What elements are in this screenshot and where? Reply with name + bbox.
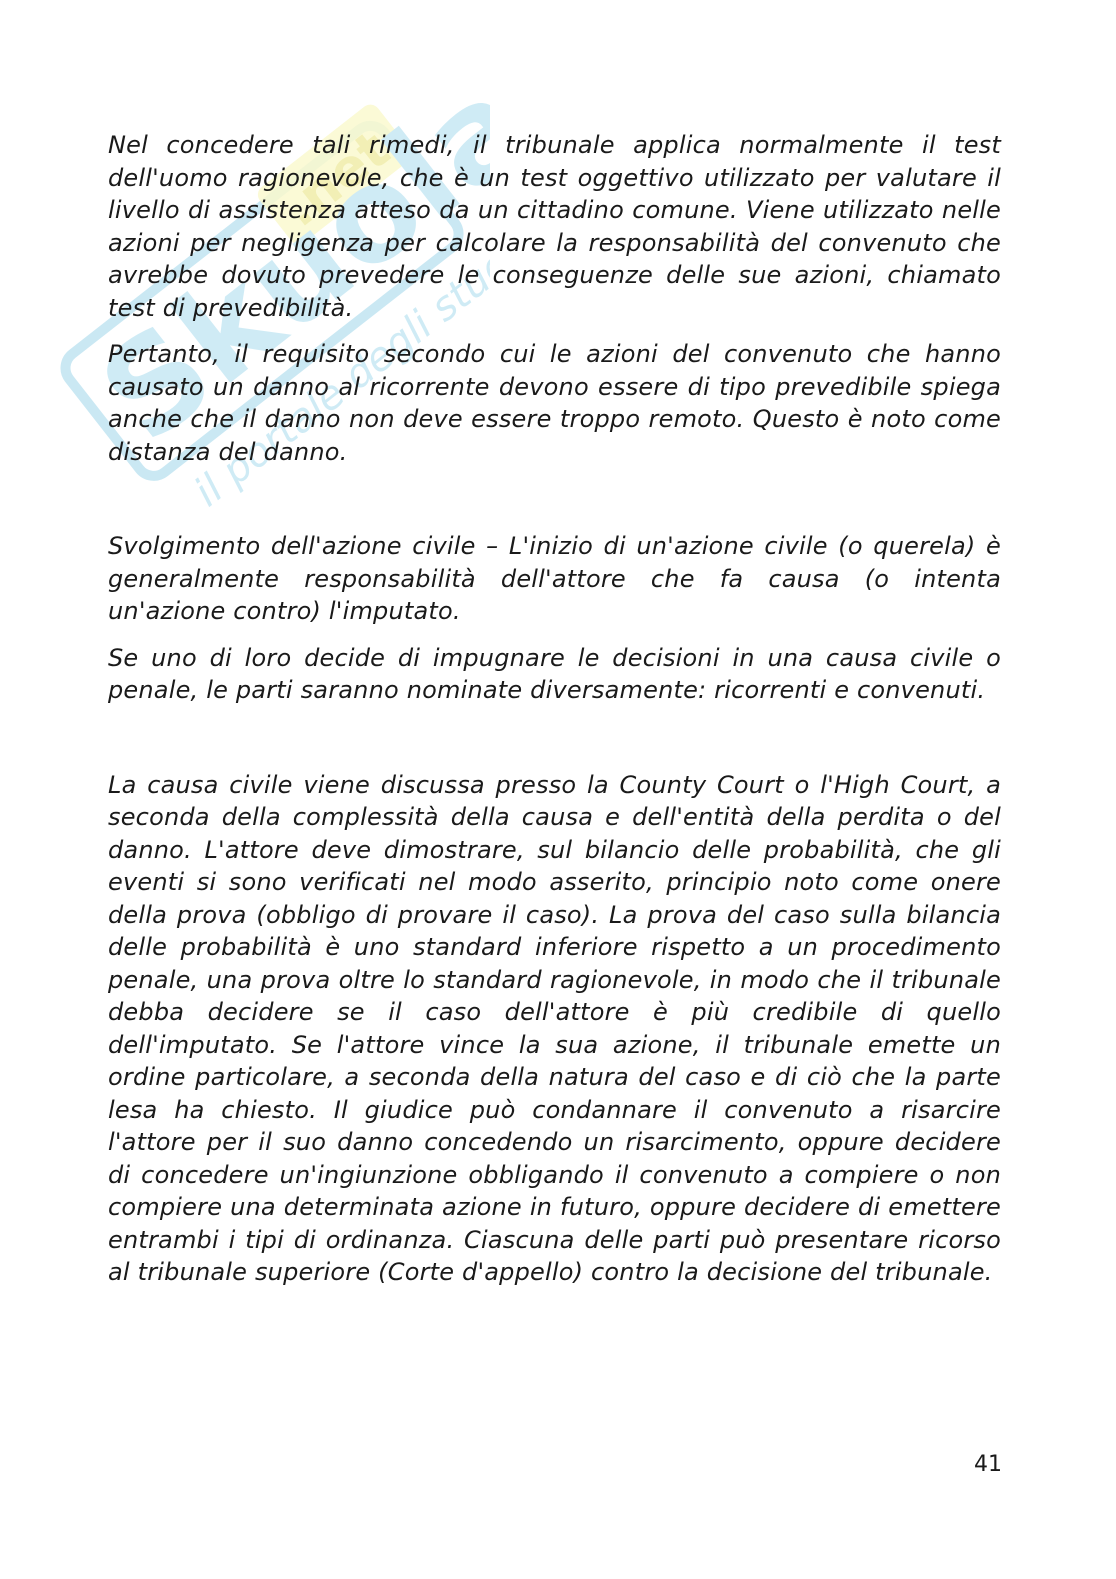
paragraph-appeal-parties: Se uno di loro decide di impugnare le decisioni in una causa civile o penale, le parti saranno nominate diversamente: ricorrenti e convenuti.: [108, 643, 1001, 704]
paragraph-reasonable-man-test: Nel concedere tali rimedi, il tribunale applica normalmente il test dell'uomo ragionevole, che è un test oggettivo utilizzato per valutare il livello di assistenza atteso da un cittadino comune. Viene utilizzato nelle azioni per negligenza per calcolare la responsabilità del convenuto che avrebbe dovuto prevedere le conseguenze delle sue azioni, chiamato test di prevedibilità.: [108, 131, 1001, 322]
paragraph-remoteness-of-damage: Pertanto, il requisito secondo cui le azioni del convenuto che hanno causato un danno al ricorrente devono essere di tipo prevedibile spiega anche che il danno non deve essere troppo remoto. Questo è noto come distanza del danno.: [108, 340, 1001, 466]
section-spacer: [108, 482, 1001, 530]
section-spacer: [108, 721, 1001, 769]
paragraph-civil-action-start: Svolgimento dell'azione civile – L'inizio di un'azione civile (o querela) è generalmente responsabilità dell'attore che fa causa (o intenta un'azione contro) l'imputato.: [108, 532, 1001, 625]
svg-text:.net: .net: [271, 119, 401, 239]
page-number: 41: [974, 1452, 1002, 1477]
svg-text:Skuola: Skuola: [73, 47, 490, 472]
paragraph-civil-case-court: La causa civile viene discussa presso la County Court o l'High Court, a seconda della complessità della causa e dell'entità della perdita o del danno. L'attore deve dimostrare, sul bilancio delle probabilità, che gli eventi si sono verificati nel modo asserito, principio noto come onere della prova (obbligo di provare il caso). La prova del caso sulla bilancia delle probabilità è uno standard inferiore rispetto a un procedimento penale, una prova oltre lo standard ragionevole, in modo che il tribunale debba decidere se il caso dell'attore è più credibile di quello dell'imputato. Se l'attore vince la sua azione, il tribunale emette un ordine particolare, a seconda della natura del caso e di ciò che la parte lesa ha chiesto. Il giudice può condannare il convenuto a risarcire l'attore per il suo danno concedendo un risarcimento, oppure decidere di concedere un'ingiunzione obbligando il convenuto a compiere o non compiere una determinata azione in futuro, oppure decidere di emettere entrambi i tipi di ordinanza. Ciascuna delle parti può presentare ricorso al tribunale superiore (Corte d'appello) contro la decisione del tribunale.: [108, 770, 1001, 1286]
svg-text:il portale degli studenti: il portale degli studenti: [185, 193, 490, 516]
document-body: [108, 129, 1001, 1303]
